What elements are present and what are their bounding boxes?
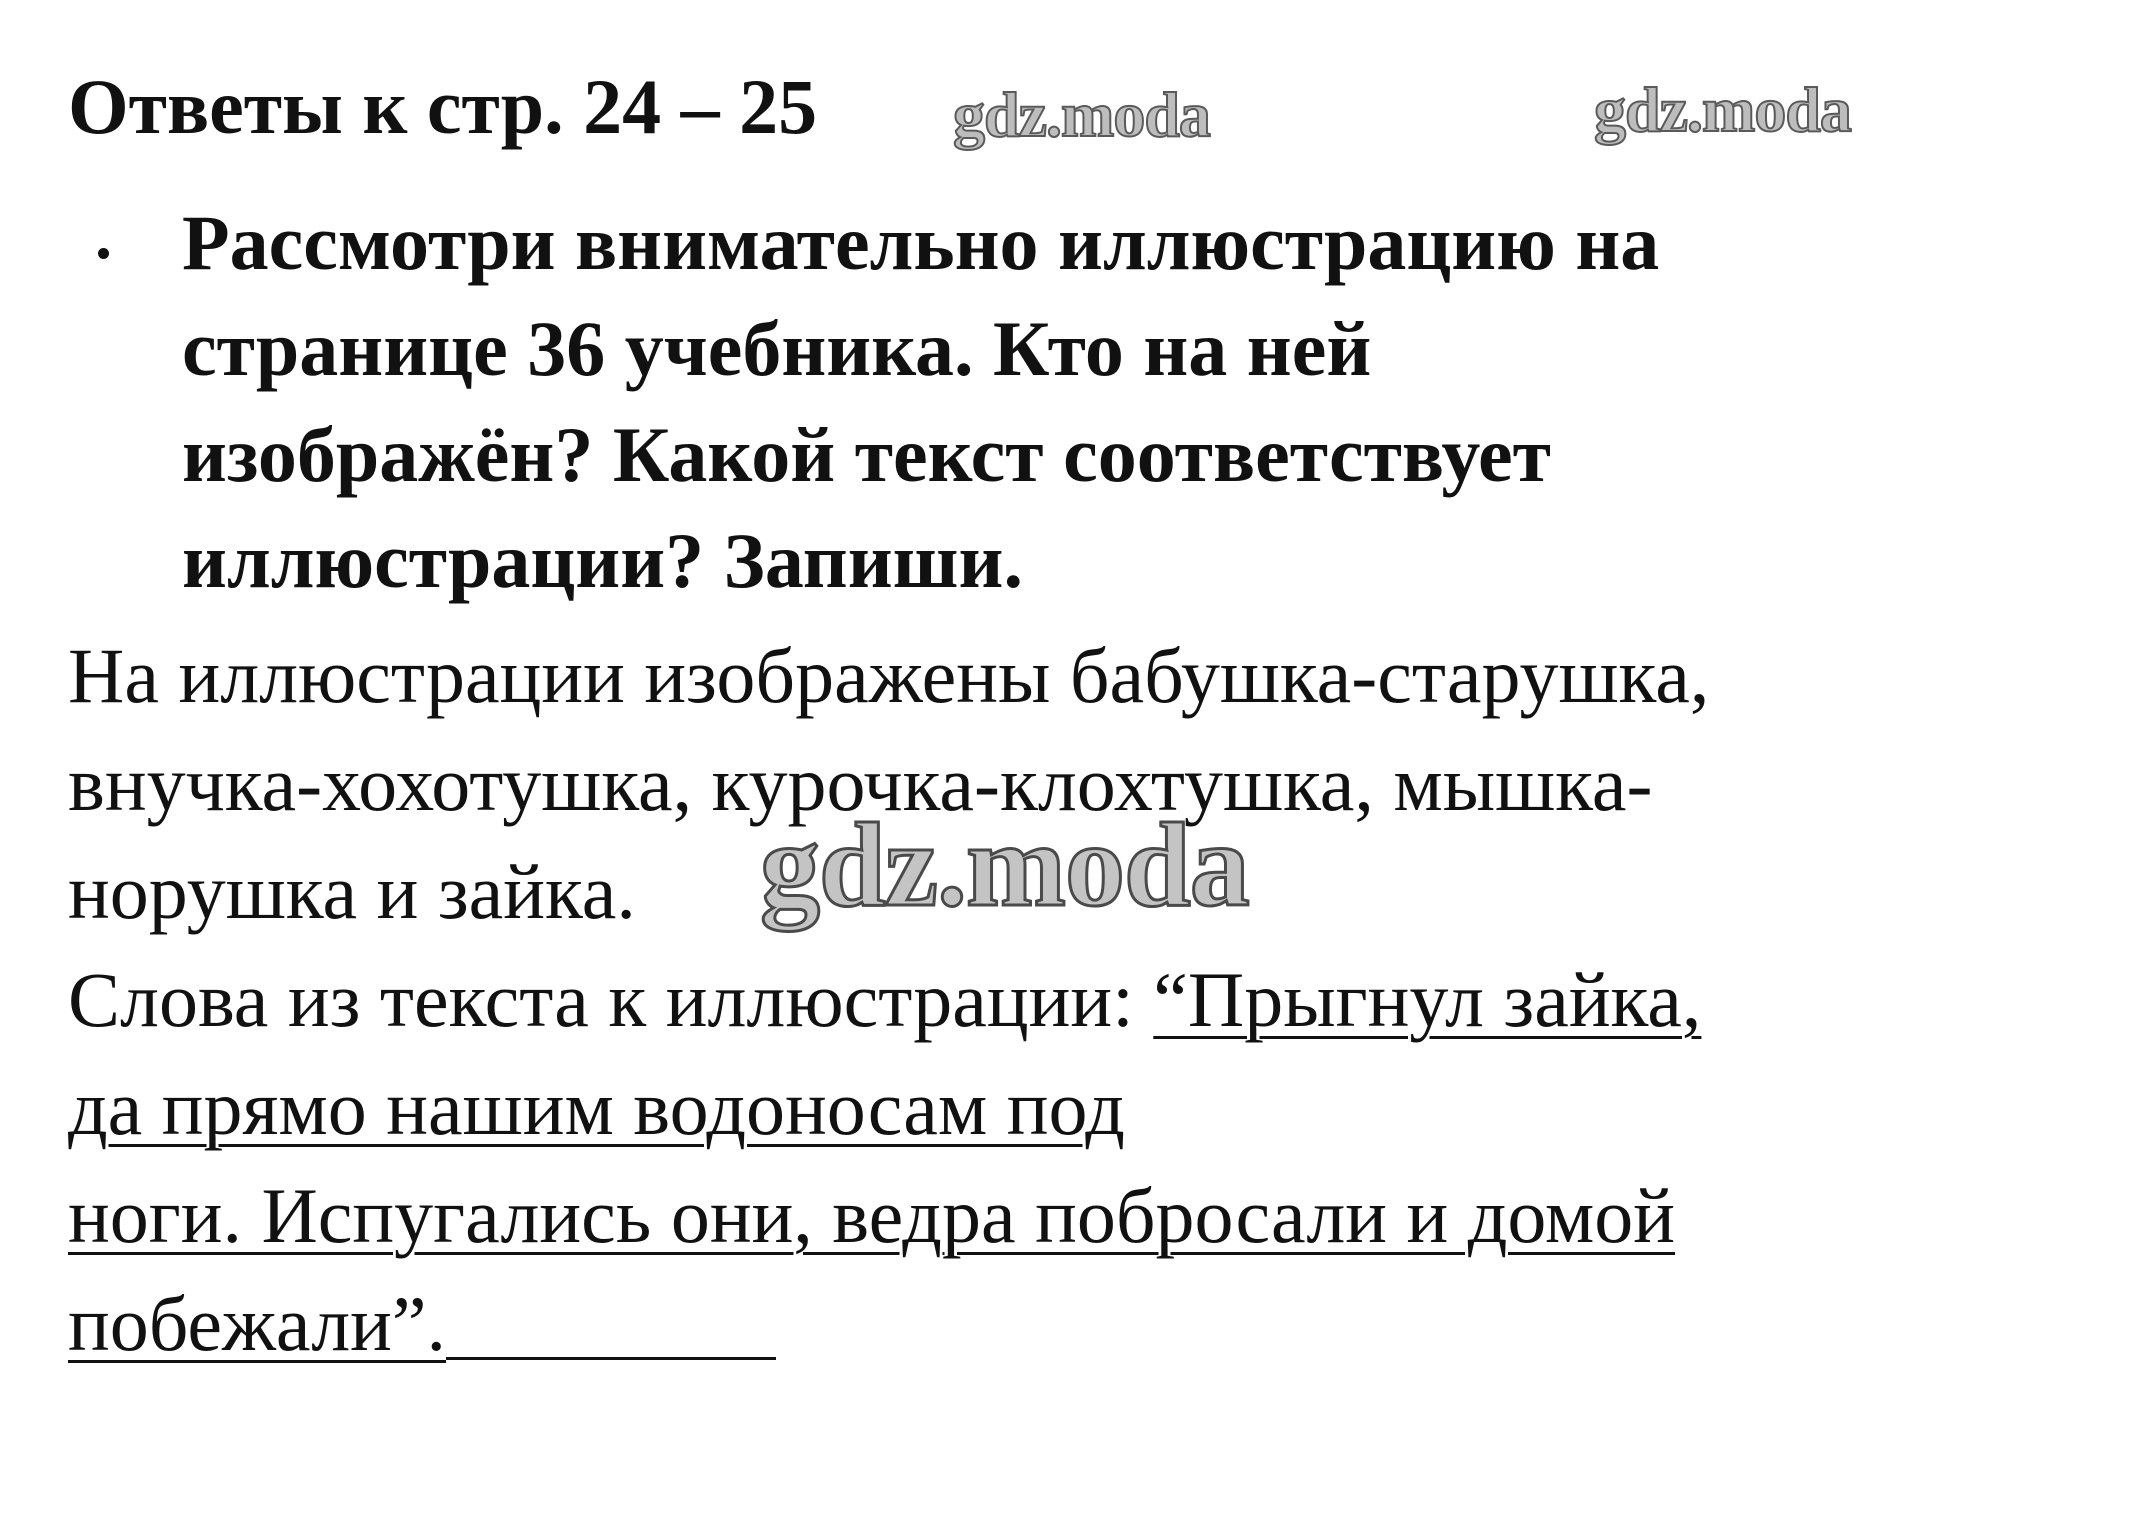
- answer-line-quote-intro: [68, 946, 1709, 1054]
- underline-blank: [446, 1356, 776, 1360]
- quote-line: ноги. Испугались они, ведра побросали и домой: [68, 1172, 1676, 1259]
- quote-end: побежали”.: [68, 1280, 447, 1367]
- quote-line: да прямо нашим водоносам под: [68, 1064, 1125, 1151]
- answer-text: [68, 622, 1709, 1378]
- quote-start: “Прыгнул зайка,: [1153, 956, 1702, 1043]
- task-question-line: странице 36 учебника. Кто на ней: [182, 305, 1372, 392]
- bullet-icon: [98, 248, 109, 259]
- watermark-logo: gdz.moda: [953, 79, 1210, 150]
- task-question-line: изображён? Какой текст соответствует: [182, 411, 1551, 498]
- watermark-logo: gdz.moda: [760, 798, 1249, 931]
- task-question-line: Рассмотри внимательно иллюстрацию на: [182, 199, 1660, 286]
- watermark-logo: gdz.moda: [1594, 74, 1851, 145]
- quote-intro-label: Слова из текста к иллюстрации:: [68, 956, 1154, 1043]
- answer-line: На иллюстрации изображены бабушка-старушка,: [68, 632, 1710, 719]
- quote-line-end: [68, 1270, 1709, 1378]
- task-question-line: иллюстрации? Запиши.: [182, 517, 1023, 604]
- task-question: [182, 190, 1659, 614]
- answer-line: норушка и зайка.: [68, 848, 636, 935]
- answer-line: внучка-хохотушка, курочка-клохтушка, мышка-: [68, 740, 1653, 827]
- page-title: Ответы к стр. 24 – 25: [68, 63, 818, 150]
